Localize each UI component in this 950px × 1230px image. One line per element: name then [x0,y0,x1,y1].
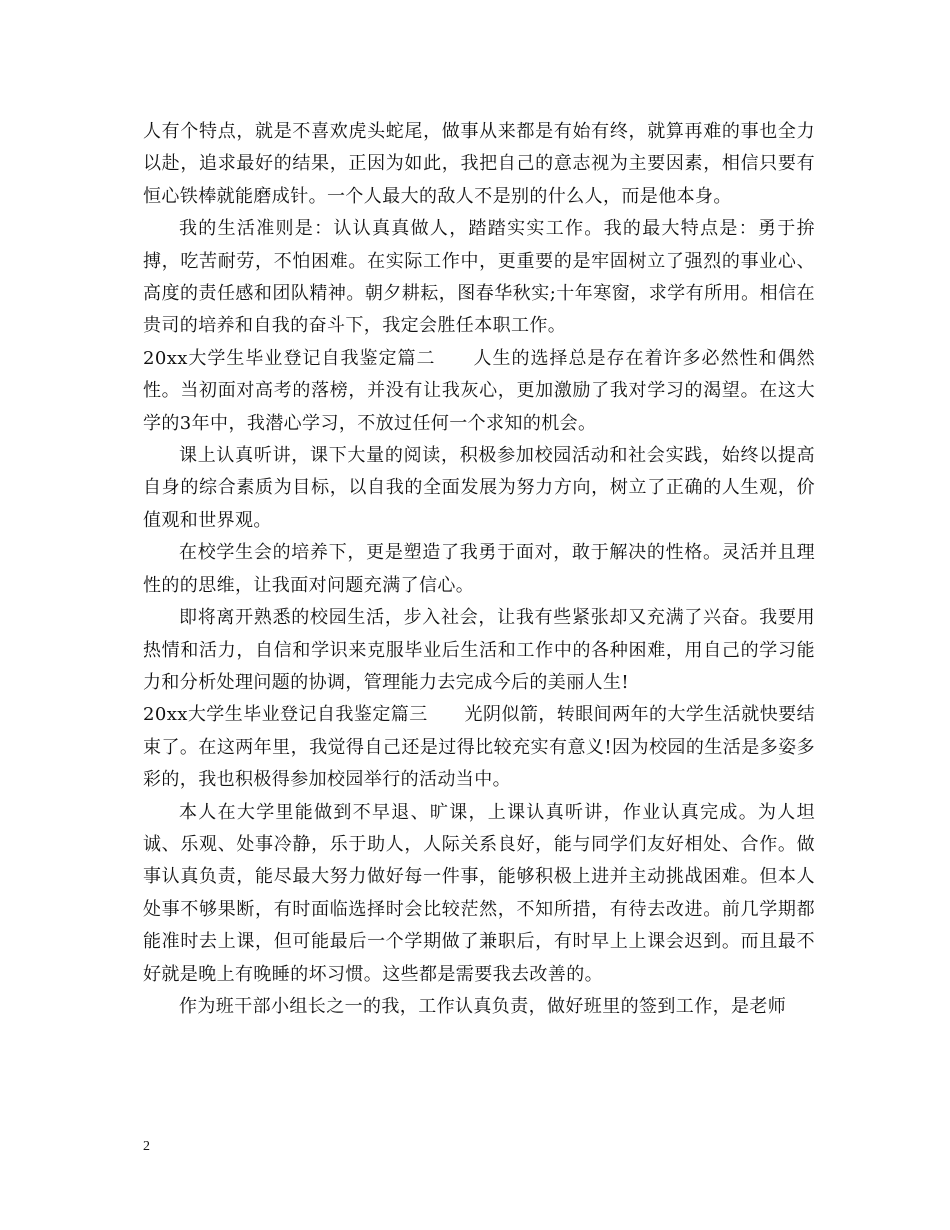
paragraph: 在校学生会的培养下，更是塑造了我勇于面对，敢于解决的性格。灵活并且理性的的思维，让我面对问题充满了信心。 [143,542,815,596]
paragraph: 课上认真听讲，课下大量的阅读，积极参加校园活动和社会实践，始终以提高自身的综合素质为目标，以自我的全面发展为努力方向，树立了正确的人生观，价值观和世界观。 [143,445,815,531]
paragraph: 我的生活准则是：认认真真做人，踏踏实实工作。我的最大特点是：勇于拚搏，吃苦耐劳，不怕困难。在实际工作中，更重要的是牢固树立了强烈的事业心、高度的责任感和团队精神。朝夕耕耘，图春华秋实;十年寒窗，求学有所用。相信在贵司的培养和自我的奋斗下，我定会胜任本职工作。 [143,218,815,337]
paragraph: 即将离开熟悉的校园生活，步入社会，让我有些紧张却又充满了兴奋。我要用热情和活力，自信和学识来克服毕业后生活和工作中的各种困难，用自己的学习能力和分析处理问题的协调，管理能力去完成今后的美丽人生! [143,607,815,693]
paragraph: 作为班干部小组长之一的我，工作认真负责，做好班里的签到工作，是老师 [179,995,787,1017]
page-number: 2 [143,1139,150,1154]
body-text [143,116,815,1023]
section-heading-paragraph: 20xx大学生毕业登记自我鉴定篇三 光阴似箭，转眼间两年的大学生活就快要结束了。在这两年里，我觉得自己还是过得比较充实有意义!因为校园的生活是多姿多彩的，我也积极得参加校园举行的活动当中。 [143,704,815,791]
paragraph: 人有个特点，就是不喜欢虎头蛇尾，做事从来都是有始有终，就算再难的事也全力以赴，追求最好的结果，正因为如此，我把自己的意志视为主要因素，相信只要有恒心铁棒就能磨成针。一个人最大的敌人不是别的什么人，而是他本身。 [143,121,815,207]
paragraph: 本人在大学里能做到不早退、旷课，上课认真听讲，作业认真完成。为人坦诚、乐观、处事冷静，乐于助人，人际关系良好，能与同学们友好相处、合作。做事认真负责，能尽最大努力做好每一件事，能够积极上进并主动挑战困难。但本人处事不够果断，有时面临选择时会比较茫然，不知所措，有待去改进。前几学期都能准时去上课，但可能最后一个学期做了兼职后，有时早上上课会迟到。而且最不好就是晚上有晚睡的坏习惯。这些都是需要我去改善的。 [143,801,815,985]
section-heading-paragraph: 20xx大学生毕业登记自我鉴定篇二 人生的选择总是存在着许多必然性和偶然性。当初面对高考的落榜，并没有让我灰心，更加激励了我对学习的渴望。在这大学的3年中，我潜心学习，不放过任何一个求知的机会。 [143,347,815,434]
